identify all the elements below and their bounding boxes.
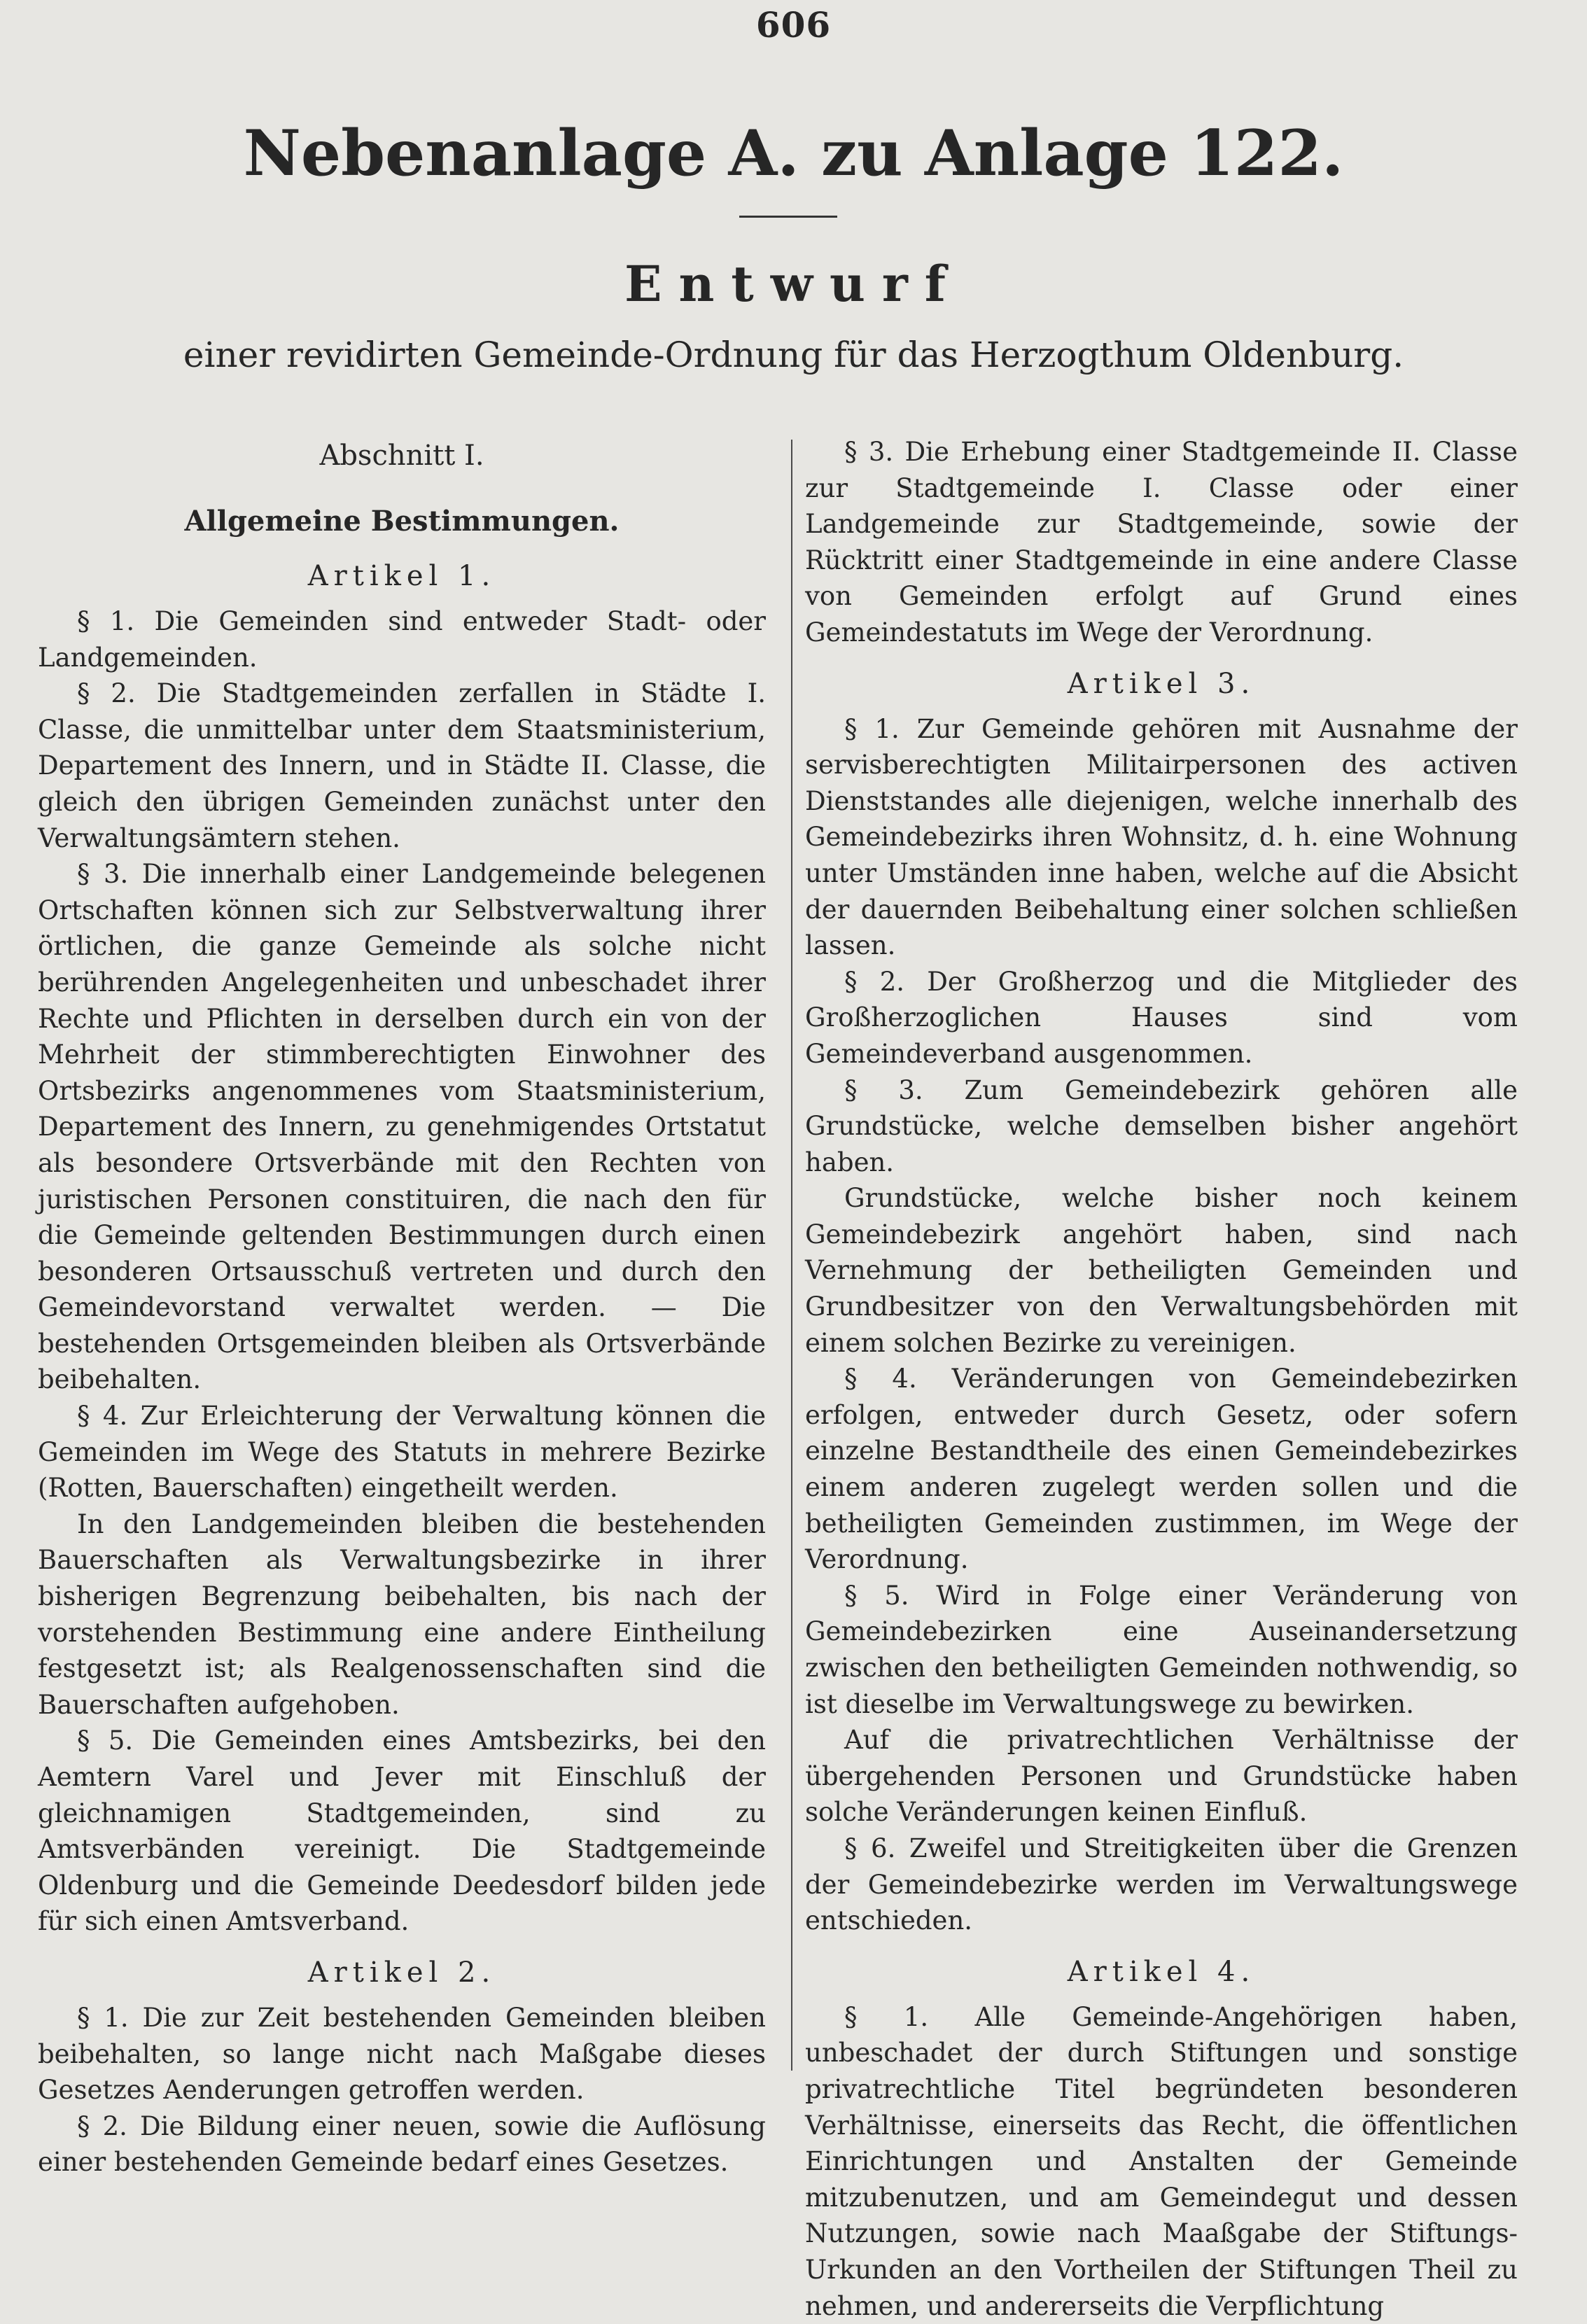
article-heading: Artikel 3. bbox=[1067, 667, 1256, 700]
title-rule bbox=[739, 216, 837, 218]
paragraph: § 2. Der Großherzog und die Mitglieder des Großherzoglichen Hauses sind vom Gemeindeverband ausgenommen. bbox=[805, 966, 1518, 1069]
paragraph: § 1. Die zur Zeit bestehenden Gemeinden bleiben beibehalten, so lange nicht nach Maßgabe dieses Gesetzes Aenderungen getroffen werden. bbox=[38, 2002, 766, 2106]
paragraph: § 3. Die Erhebung einer Stadtgemeinde II. Classe zur Stadtgemeinde I. Classe oder einer Landgemeinde zur Stadtgemeinde, sowie der Rücktritt einer Stadtgemeinde in eine andere Classe von Gemeinden erfolgt auf Grund eines Gemeindestatuts im Wege der Verordnung. bbox=[805, 437, 1518, 648]
left-column bbox=[38, 434, 766, 2178]
paragraph: Grundstücke, welche bisher noch keinem Gemeindebezirk angehört haben, sind nach Vernehmung der betheiligten Gemeinden und Grundbesitzer von den Verwaltungsbehörden mit einem solchen Bezirke zu vereinigen. bbox=[805, 1183, 1518, 1358]
paragraph: § 3. Zum Gemeindebezirk gehören alle Grundstücke, welche demselben bisher angehört haben. bbox=[805, 1074, 1518, 1177]
main-title: Nebenanlage A. zu Anlage 122. bbox=[243, 116, 1344, 190]
paragraph: § 2. Die Bildung einer neuen, sowie die Auflösung einer bestehenden Gemeinde bedarf eines Gesetzes. bbox=[38, 2110, 766, 2178]
paragraph: § 6. Zweifel und Streitigkeiten über die Grenzen der Gemeindebezirke werden im Verwaltungswege entschieden. bbox=[805, 1833, 1518, 1936]
paragraph: § 4. Veränderungen von Gemeindebezirken erfolgen, entweder durch Gesetz, oder sofern einzelne Bestandtheile des einen Gemeindebezirkes einem anderen zugelegt werden sollen und die betheiligten Gemeinden zustimmen, im Wege der Verordnung. bbox=[805, 1364, 1518, 1575]
paragraph: § 1. Zur Gemeinde gehören mit Ausnahme der servisberechtigten Militairpersonen des activen Dienststandes alle diejenigen, welche innerhalb des Gemeindebezirks ihren Wohnsitz, d. h. eine Wohnung unter Umständen inne haben, welche auf die Absicht der dauernden Beibehaltung einer solchen schließen lassen. bbox=[805, 713, 1518, 961]
document-title: Entwurf bbox=[624, 255, 963, 313]
paragraph: § 1. Alle Gemeinde-Angehörigen haben, unbeschadet der durch Stiftungen und sonstige privatrechtliche Titel begründeten besonderen Verhältnisse, einerseits das Recht, die öffentlichen Einrichtungen und Anstalten der Gemeinde mitzubenutzen, und am Gemeindegut und dessen Nutzungen, sowie nach Maaßgabe der Stiftungs-Urkunden an den Vortheilen der Stiftungen Theil zu nehmen, und andererseits die Verpflichtung bbox=[805, 2001, 1518, 2321]
paragraph: § 1. Die Gemeinden sind entweder Stadt- oder Landgemeinden. bbox=[38, 606, 766, 673]
paragraph: § 4. Zur Erleichterung der Verwaltung können die Gemeinden im Wege des Statuts in mehrere Bezirke (Rotten, Bauerschaften) eingetheilt werden. bbox=[38, 1401, 766, 1504]
page-number: 606 bbox=[755, 4, 832, 46]
article-heading: Artikel 1. bbox=[307, 560, 496, 592]
paragraph: § 3. Die innerhalb einer Landgemeinde belegenen Ortschaften können sich zur Selbstverwaltung ihrer örtlichen, die ganze Gemeinde als solche nicht berührenden Angelegenheiten und unbeschadet ihrer Rechte und Pflichten in derselben durch ein von der Mehrheit der stimmberechtigten Einwohner des Ortsbezirks angenommenes vom Staatsministerium, Departement des Innern, zu genehmigendes Ortstatut als besondere Ortsverbände mit den Rechten von juristischen Personen constituiren, die nach den für die Gemeinde geltenden Bestimmungen durch einen besonderen Ortsausschuß vertreten und durch den Gemeindevorstand verwaltet werden. — Die bestehenden Ortsgemeinden bleiben als Ortsverbände beibehalten. bbox=[38, 859, 766, 1395]
paragraph: § 5. Die Gemeinden eines Amtsbezirks, bei den Aemtern Varel und Jever mit Einschluß der gleichnamigen Stadtgemeinden, sind zu Amtsverbänden vereinigt. Die Stadtgemeinde Oldenburg und die Gemeinde Deedesdorf bilden jede für sich einen Amtsverband. bbox=[38, 1726, 766, 1937]
column-divider bbox=[791, 440, 792, 2071]
paragraph: In den Landgemeinden bleiben die bestehenden Bauerschaften als Verwaltungsbezirke in ihrer bisherigen Begrenzung beibehalten, bis nach der vorstehenden Bestimmung eine andere Eintheilung festgesetzt ist; als Realgenossenschaften sind die Bauerschaften aufgehoben. bbox=[38, 1508, 766, 1720]
article-heading: Artikel 2. bbox=[307, 1956, 496, 1989]
paragraph: § 2. Die Stadtgemeinden zerfallen in Städte I. Classe, die unmittelbar unter dem Staatsministerium, Departement des Innern, und in Städte II. Classe, die gleich den übrigen Gemeinden zunächst unter den Verwaltungsämtern stehen. bbox=[38, 678, 766, 853]
article-heading: Artikel 4. bbox=[1067, 1955, 1256, 1988]
section-heading: Abschnitt I. bbox=[319, 440, 484, 472]
paragraph: § 5. Wird in Folge einer Veränderung von Gemeindebezirken eine Auseinandersetzung zwischen den betheiligten Gemeinden nothwendig, so ist dieselbe im Verwaltungswege zu bewirken. bbox=[805, 1580, 1518, 1719]
paragraph: Auf die privatrechtlichen Verhältnisse der übergehenden Personen und Grundstücke haben solche Veränderungen keinen Einfluß. bbox=[805, 1725, 1518, 1828]
section-title: Allgemeine Bestimmungen. bbox=[184, 505, 620, 538]
document-subtitle: einer revidirten Gemeinde-Ordnung für das Herzogthum Oldenburg. bbox=[183, 335, 1404, 375]
right-column bbox=[805, 434, 1518, 2321]
